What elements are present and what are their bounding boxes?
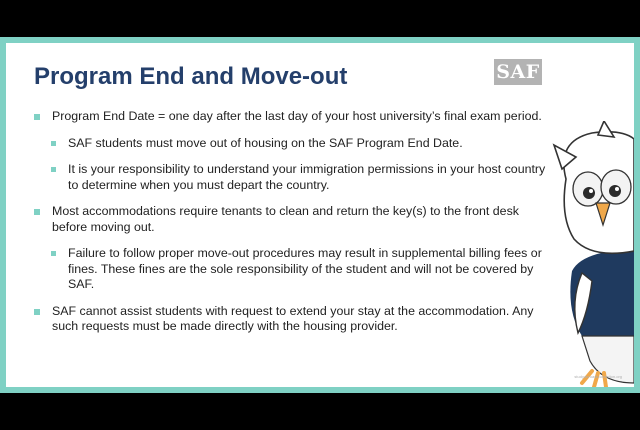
bullet-text: Most accommodations require tenants to clean and return the key(s) to the front desk before moving out. xyxy=(52,204,519,234)
bullet-marker xyxy=(51,167,56,172)
bullet-marker xyxy=(34,114,40,120)
bullet-text: It is your responsibility to understand your immigration permissions in your host country to determine when you must depart the country. xyxy=(68,162,546,192)
slide-title: Program End and Move-out xyxy=(34,63,348,90)
owl-mascot-illustration xyxy=(552,121,634,387)
bullet-text: Program End Date = one day after the last day of your host university’s final exam period. xyxy=(52,109,542,123)
slide xyxy=(6,43,634,387)
slide-frame xyxy=(0,37,640,393)
sub-bullet-immigration xyxy=(50,162,552,193)
bullet-marker xyxy=(51,141,56,146)
bullet-marker xyxy=(51,251,56,256)
sub-bullet-move-out xyxy=(50,136,552,152)
bullet-marker xyxy=(34,309,40,315)
saf-logo: SAF xyxy=(494,59,542,85)
footer-url: studyabroadfoundation.org xyxy=(574,374,622,379)
bullet-program-end-date xyxy=(32,109,552,125)
bullet-text: SAF students must move out of housing on the SAF Program End Date. xyxy=(68,135,463,150)
bullet-accommodations xyxy=(32,204,552,235)
bullet-text: SAF cannot assist students with request to extend your stay at the accommodation. Any such requests must be made directly with the housing provider. xyxy=(52,303,534,333)
bullet-extend-stay xyxy=(32,304,552,335)
bullet-marker xyxy=(34,209,40,215)
sub-bullet-fines xyxy=(50,246,552,293)
bullet-text: Failure to follow proper move-out procedures may result in supplemental billing fees or fines. These fines are the sole responsibility of the student and will not be covered by SAF. xyxy=(68,246,542,291)
bullet-list xyxy=(32,109,552,335)
